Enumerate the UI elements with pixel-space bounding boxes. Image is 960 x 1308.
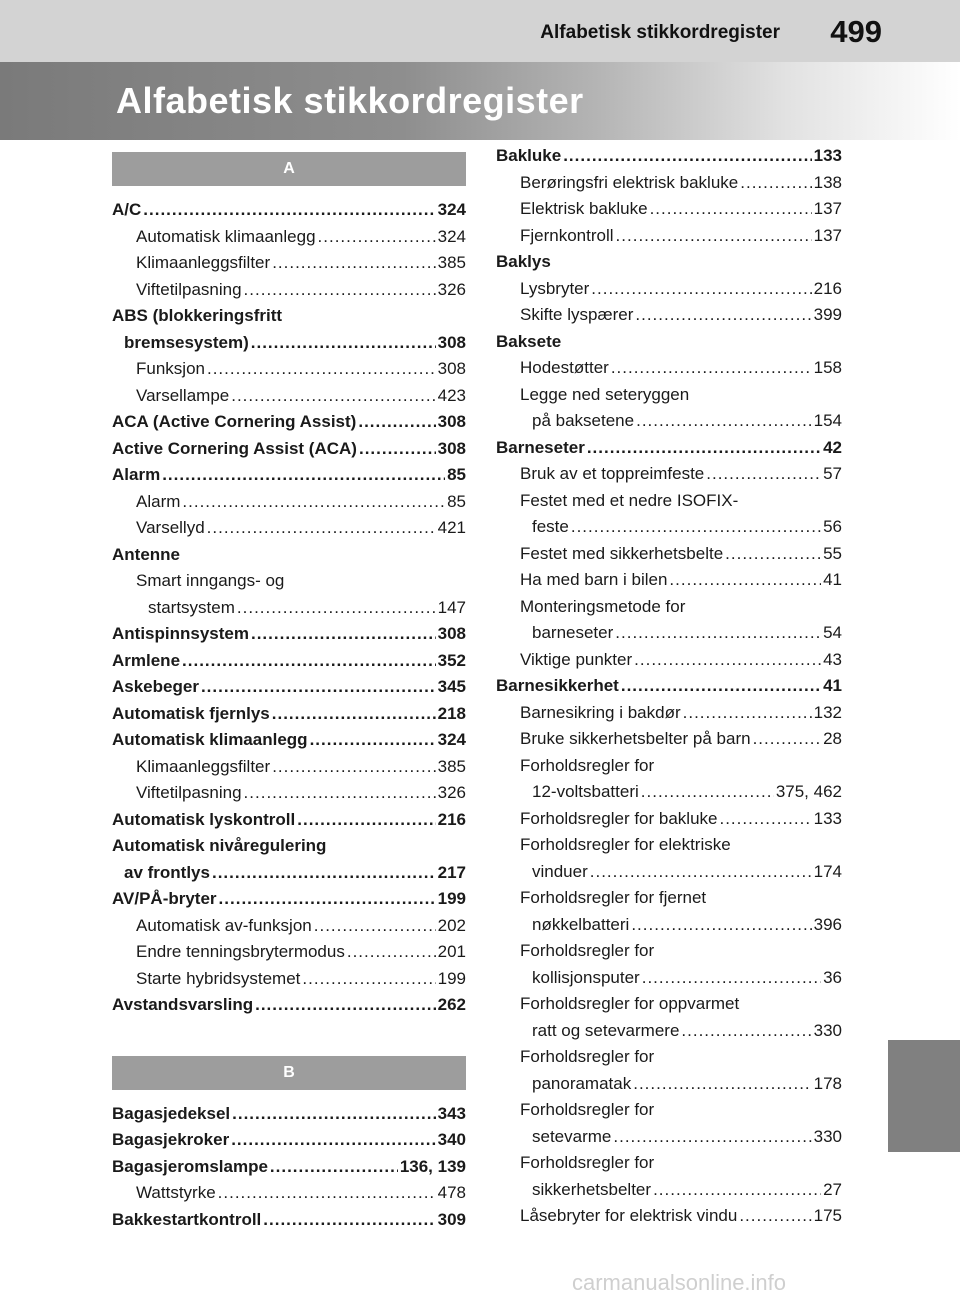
- entry-label: ABS (blokkeringsfritt: [112, 306, 283, 325]
- index-entry: [112, 306, 466, 333]
- entry-label: barneseter: [532, 623, 614, 642]
- entry-label: Forholdsregler for: [520, 1047, 655, 1066]
- index-entry: [496, 464, 842, 491]
- index-entry: [112, 227, 466, 254]
- index-entry: [496, 623, 842, 650]
- entry-label: Avstandsvarsling: [112, 995, 254, 1014]
- entry-page-ref: 199: [437, 889, 466, 908]
- entry-label: Forholdsregler for fjernet: [520, 888, 707, 907]
- index-entry: [112, 412, 466, 439]
- top-header-bar: [0, 0, 960, 62]
- entry-page-ref: 137: [813, 199, 842, 218]
- entry-page-ref: 158: [813, 358, 842, 377]
- dot-leader: [162, 465, 445, 485]
- index-entry: [112, 280, 466, 307]
- index-entry: [496, 915, 842, 942]
- entry-label: Forholdsregler for: [520, 755, 655, 775]
- entry-page-ref: 57: [823, 464, 842, 483]
- index-entry: [112, 1210, 466, 1237]
- index-entry: [112, 571, 466, 598]
- index-entry: [496, 968, 842, 995]
- entry-page-ref: 352: [437, 650, 466, 670]
- index-entry: [496, 1153, 842, 1180]
- entry-page-ref: 85: [447, 491, 466, 511]
- entry-page-ref: 28: [823, 729, 842, 748]
- index-entry: [496, 385, 842, 412]
- entry-label: Berøringsfri elektrisk bakluke: [520, 172, 739, 192]
- page-number: 499: [830, 14, 882, 49]
- entry-label: Viftetilpasning: [136, 279, 242, 299]
- entry-label: Klimaanleggsfilter: [136, 253, 271, 272]
- entry-page-ref: 136, 139: [399, 1156, 466, 1176]
- index-entry: [112, 863, 466, 890]
- dot-leader: [669, 570, 821, 590]
- entry-label: Bruk av et toppreimfeste: [520, 464, 705, 483]
- index-entry: [112, 995, 466, 1022]
- entry-page-ref: 154: [813, 411, 842, 430]
- section-gap: [112, 1022, 466, 1050]
- entry-page-ref: 375, 462: [775, 782, 842, 801]
- index-entry: [112, 942, 466, 969]
- dot-leader: [251, 624, 436, 644]
- entry-label: Varsellampe: [136, 385, 230, 405]
- entry-label: Antispinnsystem: [112, 624, 249, 643]
- entry-label: Barnesikkerhet: [496, 676, 619, 695]
- entry-label: Monteringsmetode for: [520, 596, 686, 616]
- entry-page-ref: 326: [437, 279, 466, 299]
- index-entry: [112, 333, 466, 360]
- index-entry: [496, 544, 842, 571]
- dot-leader: [270, 1157, 398, 1177]
- index-entry: [112, 651, 466, 678]
- entry-label: av frontlys: [124, 862, 210, 882]
- dot-leader: [232, 1104, 435, 1124]
- entry-page-ref: 56: [823, 517, 842, 536]
- entry-label: nøkkelbatteri: [532, 914, 630, 934]
- dot-leader: [231, 1130, 435, 1150]
- index-entry: [112, 518, 466, 545]
- index-column-left: [112, 146, 466, 1236]
- dot-leader: [359, 439, 436, 459]
- entry-label: Automatisk klimaanlegg: [136, 226, 316, 246]
- entry-page-ref: 85: [447, 465, 466, 484]
- entry-page-ref: 41: [823, 676, 842, 695]
- entry-page-ref: 340: [437, 1130, 466, 1149]
- running-title: Alfabetisk stikkordregister: [540, 22, 780, 43]
- dot-leader: [587, 438, 821, 458]
- entry-label: Hodestøtter: [520, 358, 609, 377]
- entry-label: Ha med barn i bilen: [520, 570, 668, 589]
- entry-label: Alarm: [112, 465, 161, 484]
- index-entry: [496, 1180, 842, 1207]
- entry-page-ref: 308: [437, 438, 466, 458]
- index-entry: [112, 730, 466, 757]
- dot-leader: [616, 226, 812, 246]
- entry-label: Forholdsregler for bakluke: [520, 808, 718, 828]
- entry-page-ref: 423: [437, 385, 466, 405]
- dot-leader: [314, 916, 436, 936]
- entry-label: Lysbryter: [520, 278, 590, 298]
- entry-label: Festet med sikkerhetsbelte: [520, 543, 724, 563]
- entry-label: Funksjon: [136, 359, 205, 378]
- entry-label: Bagasjeromslampe: [112, 1156, 268, 1176]
- entry-page-ref: 308: [437, 624, 466, 643]
- dot-leader: [650, 199, 812, 219]
- entry-label: Automatisk lyskontroll: [112, 809, 296, 829]
- dot-leader: [683, 703, 812, 723]
- entry-label: ACA (Active Cornering Assist): [112, 412, 357, 431]
- entry-page-ref: 132: [813, 702, 842, 722]
- index-entry: [496, 994, 842, 1021]
- entry-label: Active Cornering Assist (ACA): [112, 438, 357, 458]
- entry-label: Barneseter: [496, 437, 585, 457]
- entry-label: Barnesikring i bakdør: [520, 702, 681, 722]
- index-entry: [496, 809, 842, 836]
- dot-leader: [207, 359, 436, 379]
- entry-label: Endre tenningsbrytermodus: [136, 942, 345, 961]
- dot-leader: [571, 517, 821, 537]
- entry-page-ref: 41: [823, 570, 842, 589]
- dot-leader: [591, 279, 811, 299]
- entry-label: Bakluke: [496, 146, 562, 165]
- dot-leader: [681, 1021, 811, 1041]
- dot-leader: [207, 518, 436, 538]
- dot-leader: [318, 227, 436, 247]
- entry-page-ref: 202: [437, 915, 466, 935]
- entry-page-ref: 147: [437, 597, 466, 617]
- dot-leader: [272, 253, 435, 273]
- entry-page-ref: 27: [823, 1179, 842, 1199]
- index-entry: [112, 1183, 466, 1210]
- index-entry: [112, 810, 466, 837]
- dot-leader: [753, 729, 822, 749]
- index-entry: [496, 332, 842, 359]
- entry-label: Alarm: [136, 491, 181, 511]
- index-entry: [496, 650, 842, 677]
- entry-label: Askebeger: [112, 677, 199, 696]
- entry-label: på baksetene: [532, 411, 635, 430]
- index-entry: [496, 173, 842, 200]
- dot-leader: [740, 173, 811, 193]
- entry-label: Bagasjedeksel: [112, 1103, 231, 1123]
- entry-label: Elektrisk bakluke: [520, 199, 648, 218]
- index-entry: [496, 411, 842, 438]
- entry-page-ref: 43: [823, 649, 842, 669]
- dot-leader: [615, 623, 821, 643]
- entry-label: Smart inngangs- og: [136, 571, 285, 590]
- entry-label: Skifte lyspærer: [520, 305, 634, 324]
- entry-page-ref: 308: [437, 359, 466, 378]
- index-entry: [496, 252, 842, 279]
- index-entry: [112, 1130, 466, 1157]
- entry-label: Festet med et nedre ISOFIX-: [520, 490, 739, 510]
- index-entry: [496, 1206, 842, 1233]
- index-entry: [496, 862, 842, 889]
- entry-label: panoramatak: [532, 1073, 632, 1093]
- entry-page-ref: 324: [437, 730, 466, 749]
- entry-label: Legge ned seteryggen: [520, 384, 690, 404]
- entry-page-ref: 201: [437, 942, 466, 961]
- index-column-right: [496, 146, 842, 1233]
- index-entry: [496, 517, 842, 544]
- entry-label: Klimaanleggsfilter: [136, 756, 271, 776]
- dot-leader: [611, 358, 812, 378]
- entry-label: startsystem: [148, 597, 235, 617]
- index-entry: [496, 199, 842, 226]
- entry-page-ref: 324: [437, 226, 466, 246]
- index-entry: [112, 889, 466, 916]
- watermark: carmanualsonline.info: [572, 1270, 787, 1295]
- entry-label: Starte hybridsystemet: [136, 968, 301, 988]
- entry-label: Automatisk av-funksjon: [136, 915, 312, 935]
- index-entry: [496, 1021, 842, 1048]
- entry-page-ref: 385: [437, 756, 466, 776]
- entry-page-ref: 330: [813, 1020, 842, 1040]
- index-entry: [496, 279, 842, 306]
- dot-leader: [143, 200, 435, 220]
- dot-leader: [725, 544, 821, 564]
- entry-page-ref: 308: [437, 332, 466, 352]
- index-entry: [496, 888, 842, 915]
- index-entry: [496, 358, 842, 385]
- entry-page-ref: 216: [437, 809, 466, 829]
- entry-label: sikkerhetsbelter: [532, 1179, 652, 1199]
- entry-page-ref: 55: [823, 543, 842, 563]
- dot-leader: [719, 809, 811, 829]
- dot-leader: [182, 492, 445, 512]
- entry-page-ref: 262: [437, 995, 466, 1014]
- dot-leader: [634, 650, 821, 670]
- entry-label: Låsebryter for elektrisk vindu: [520, 1206, 738, 1225]
- entry-page-ref: 326: [437, 783, 466, 802]
- entry-label: Baklys: [496, 252, 551, 271]
- chapter-thumb-tab: [888, 1040, 960, 1152]
- index-entry: [496, 491, 842, 518]
- entry-label: Varsellyd: [136, 518, 205, 537]
- entry-label: Armlene: [112, 650, 181, 670]
- entry-label: Automatisk klimaanlegg: [112, 730, 308, 749]
- index-entry: [112, 677, 466, 704]
- entry-label: Bruke sikkerhetsbelter på barn: [520, 729, 751, 748]
- entry-page-ref: 216: [813, 278, 842, 298]
- entry-label: Viktige punkter: [520, 649, 633, 669]
- index-entry: [496, 226, 842, 253]
- dot-leader: [244, 783, 436, 803]
- dot-leader: [641, 782, 774, 802]
- index-entry: [496, 597, 842, 624]
- dot-leader: [631, 915, 811, 935]
- entry-page-ref: 174: [813, 861, 842, 881]
- entry-label: Automatisk nivåregulering: [112, 836, 327, 855]
- dot-leader: [272, 757, 435, 777]
- index-entry: [112, 704, 466, 731]
- entry-label: Fjernkontroll: [520, 225, 614, 245]
- entry-page-ref: 178: [813, 1073, 842, 1093]
- index-entry: [496, 703, 842, 730]
- entry-page-ref: 199: [437, 968, 466, 988]
- entry-page-ref: 36: [823, 967, 842, 987]
- entry-label: AV/PÅ-bryter: [112, 889, 217, 908]
- dot-leader: [244, 280, 436, 300]
- index-entry: [496, 438, 842, 465]
- entry-label: ratt og setevarmere: [532, 1020, 680, 1040]
- entry-page-ref: 324: [437, 200, 466, 219]
- index-entry: [496, 1074, 842, 1101]
- dot-leader: [653, 1180, 821, 1200]
- dot-leader: [263, 1210, 435, 1230]
- index-entry: [112, 757, 466, 784]
- dot-leader: [201, 677, 436, 697]
- index-entry: [112, 545, 466, 572]
- entry-label: vinduer: [532, 861, 588, 881]
- index-entry: [496, 1047, 842, 1074]
- dot-leader: [310, 730, 436, 750]
- entry-page-ref: 138: [813, 172, 842, 192]
- entry-page-ref: 133: [813, 146, 842, 165]
- index-entry: [496, 782, 842, 809]
- index-entry: [112, 916, 466, 943]
- index-entry: [112, 783, 466, 810]
- entry-label: Forholdsregler for: [520, 1100, 655, 1119]
- dot-leader: [302, 969, 435, 989]
- index-entry: [496, 941, 842, 968]
- entry-label: Bagasjekroker: [112, 1130, 230, 1149]
- entry-page-ref: 54: [823, 623, 842, 642]
- index-entry: [112, 624, 466, 651]
- entry-label: Automatisk fjernlys: [112, 703, 270, 723]
- entry-label: Baksete: [496, 331, 562, 351]
- dot-leader: [642, 968, 821, 988]
- dot-leader: [636, 411, 812, 431]
- index-entry: [112, 386, 466, 413]
- entry-page-ref: 399: [813, 305, 842, 324]
- entry-label: feste: [532, 517, 569, 536]
- index-entry: [112, 969, 466, 996]
- index-entry: [496, 756, 842, 783]
- entry-page-ref: 217: [437, 862, 466, 882]
- entry-page-ref: 396: [813, 914, 842, 934]
- entry-page-ref: 385: [437, 253, 466, 272]
- index-entry: [496, 570, 842, 597]
- entry-page-ref: 308: [437, 412, 466, 431]
- entry-page-ref: 421: [437, 518, 466, 537]
- index-entry: [112, 465, 466, 492]
- dot-leader: [237, 598, 436, 618]
- dot-leader: [358, 412, 435, 432]
- entry-label: Wattstyrke: [136, 1183, 216, 1202]
- entry-page-ref: 175: [813, 1206, 842, 1225]
- index-entry: [496, 1127, 842, 1154]
- entry-page-ref: 309: [437, 1209, 466, 1229]
- dot-leader: [635, 305, 811, 325]
- index-entry: [496, 835, 842, 862]
- entry-label: setevarme: [532, 1126, 612, 1146]
- entry-page-ref: 133: [813, 808, 842, 828]
- dot-leader: [563, 146, 811, 166]
- entry-label: Forholdsregler for oppvarmet: [520, 994, 740, 1013]
- dot-leader: [219, 889, 436, 909]
- entry-label: A/C: [112, 200, 142, 219]
- index-entry: [112, 836, 466, 863]
- dot-leader: [706, 464, 821, 484]
- index-entry: [112, 1157, 466, 1184]
- dot-leader: [347, 942, 436, 962]
- index-entry: [112, 253, 466, 280]
- dot-leader: [621, 676, 821, 696]
- index-entry: [496, 729, 842, 756]
- entry-label: Antenne: [112, 544, 180, 564]
- dot-leader: [212, 863, 436, 883]
- entry-page-ref: 42: [823, 437, 842, 457]
- dot-leader: [218, 1183, 436, 1203]
- index-entry: [496, 146, 842, 173]
- entry-label: Viftetilpasning: [136, 783, 242, 802]
- entry-page-ref: 137: [813, 225, 842, 245]
- entry-page-ref: 218: [437, 703, 466, 723]
- index-entry: [496, 1100, 842, 1127]
- dot-leader: [633, 1074, 811, 1094]
- dot-leader: [739, 1206, 811, 1226]
- dot-leader: [255, 995, 436, 1015]
- index-entry: [112, 359, 466, 386]
- index-entry: [112, 598, 466, 625]
- entry-label: Forholdsregler for elektriske: [520, 835, 731, 854]
- entry-page-ref: 345: [437, 677, 466, 696]
- entry-label: 12-voltsbatteri: [532, 782, 639, 801]
- dot-leader: [613, 1127, 811, 1147]
- index-entry: [112, 439, 466, 466]
- entry-label: bremsesystem): [124, 332, 249, 352]
- index-entry: [496, 305, 842, 332]
- index-entry: [112, 492, 466, 519]
- dot-leader: [231, 386, 435, 406]
- entry-page-ref: 330: [813, 1126, 842, 1146]
- section-letter-header: A: [112, 152, 466, 186]
- dot-leader: [297, 810, 435, 830]
- index-entry: [112, 200, 466, 227]
- dot-leader: [182, 651, 436, 671]
- index-entry: [496, 676, 842, 703]
- entry-label: Forholdsregler for: [520, 1153, 655, 1172]
- entry-label: Bakkestartkontroll: [112, 1209, 262, 1229]
- banner-title: Alfabetisk stikkordregister: [116, 80, 584, 121]
- dot-leader: [251, 333, 436, 353]
- entry-page-ref: 343: [437, 1103, 466, 1123]
- dot-leader: [590, 862, 812, 882]
- index-entry: [112, 1104, 466, 1131]
- section-letter-header: B: [112, 1056, 466, 1090]
- entry-label: Forholdsregler for: [520, 941, 655, 960]
- dot-leader: [272, 704, 436, 724]
- entry-label: kollisjonsputer: [532, 967, 640, 987]
- entry-page-ref: 478: [437, 1183, 466, 1202]
